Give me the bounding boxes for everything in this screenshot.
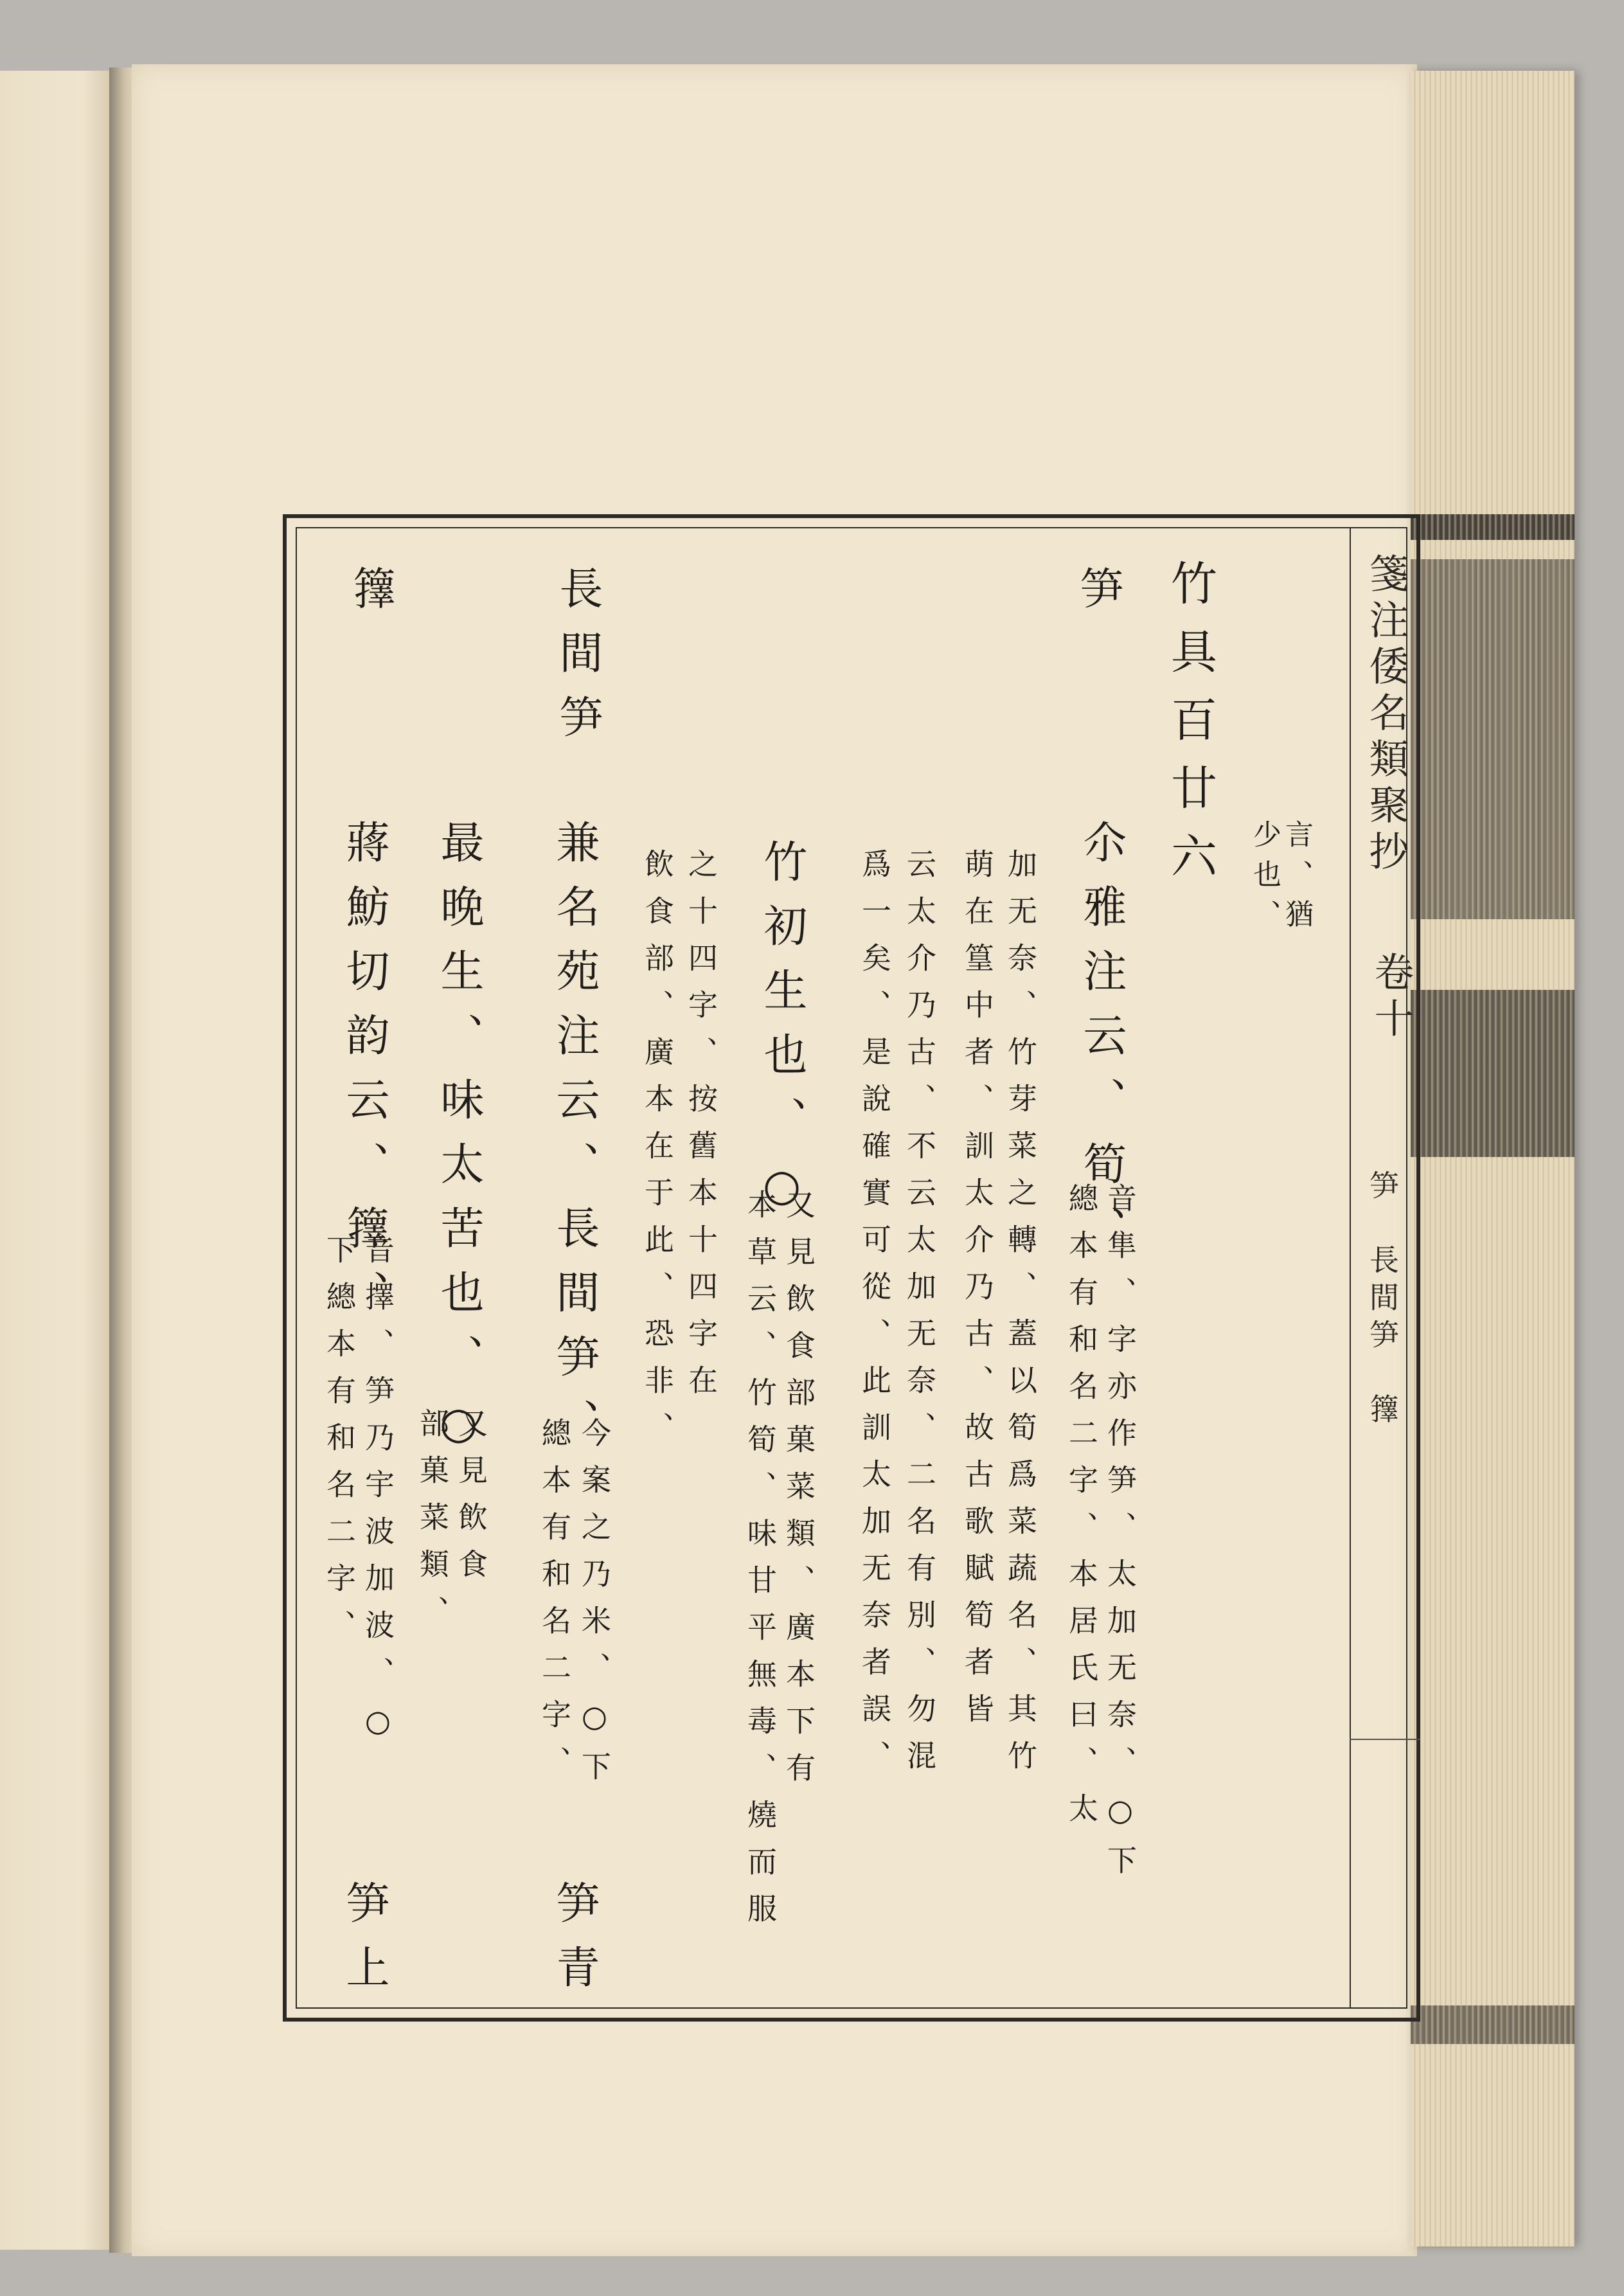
margin-entries: 笋 長間笋 籜 (1365, 1170, 1400, 1431)
book-gutter (109, 67, 135, 2253)
text-column: 云太介乃古、不云太加无奈、二名有別、勿混 (902, 848, 937, 1787)
text-column: 笋青 (549, 1880, 600, 2009)
margin-volume: 卷十 (1368, 951, 1414, 1044)
text-column: 音擇、笋乃宇波加波、○ (361, 1234, 395, 1755)
text-column: 總本有和名二字、本居氏曰、太 (1064, 1183, 1099, 1840)
text-column: 加无奈、竹芽菜之轉、蓋以筍爲菜蔬名、其竹 (1003, 848, 1038, 1787)
edge-print-smear (1411, 2005, 1575, 2044)
text-column: 籜 (345, 566, 396, 630)
left-page (0, 71, 109, 2250)
text-column: 竹具百廿六 (1163, 559, 1217, 900)
text-column: 最晚生、味太苦也、○ (433, 820, 484, 1469)
edge-print-smear (1411, 514, 1575, 540)
text-column: 飲食部、廣本在于此、恐非、 (640, 848, 675, 1458)
edge-print-smear (1411, 559, 1575, 919)
text-column: 總本有和名二字、 (537, 1417, 572, 1793)
text-column: 笋上 (339, 1880, 389, 2009)
text-column: 音隼、字亦作笋、太加无奈、○下 (1103, 1183, 1138, 1892)
text-column: 萌在篁中者、訓太介乃古、故古歌賦筍者皆 (960, 848, 995, 1740)
margin-rule-short (1350, 1739, 1420, 1740)
text-column: 又見飲食部菓菜類、廣本下有 (781, 1189, 816, 1799)
text-column: 今案之乃米、○下 (577, 1417, 612, 1798)
margin-rule (1350, 527, 1351, 2009)
edge-print-smear (1411, 990, 1575, 1157)
text-column: 言、猶 (1280, 820, 1313, 939)
text-column: 長間笋 (552, 566, 603, 758)
text-column: 蔣魴切韵云、籜、 (339, 820, 389, 1334)
text-column: 笋 (1073, 566, 1123, 630)
text-column: 又見飲食 (454, 1408, 488, 1595)
text-column: 兼名苑注云、長間笋、 (549, 820, 600, 1462)
page-edges (1411, 71, 1575, 2247)
text-column: 少也、 (1248, 820, 1281, 939)
text-column: 尒雅注云、筍、 (1076, 820, 1127, 1269)
text-column: 本草云、竹筍、味甘平無毒、燒而服 (743, 1189, 778, 1940)
text-column: 之十四字、按舊本十四字在 (684, 848, 718, 1412)
text-column: 部菓菜類、 (415, 1408, 450, 1642)
text-column: 下總本有和名二字、 (322, 1234, 357, 1656)
margin-book-title: 箋注倭名類聚抄 (1362, 553, 1409, 877)
text-column: 竹初生也、○ (756, 839, 807, 1232)
text-column: 爲一矣、是說確實可從、此訓太加无奈者誤、 (857, 848, 892, 1787)
